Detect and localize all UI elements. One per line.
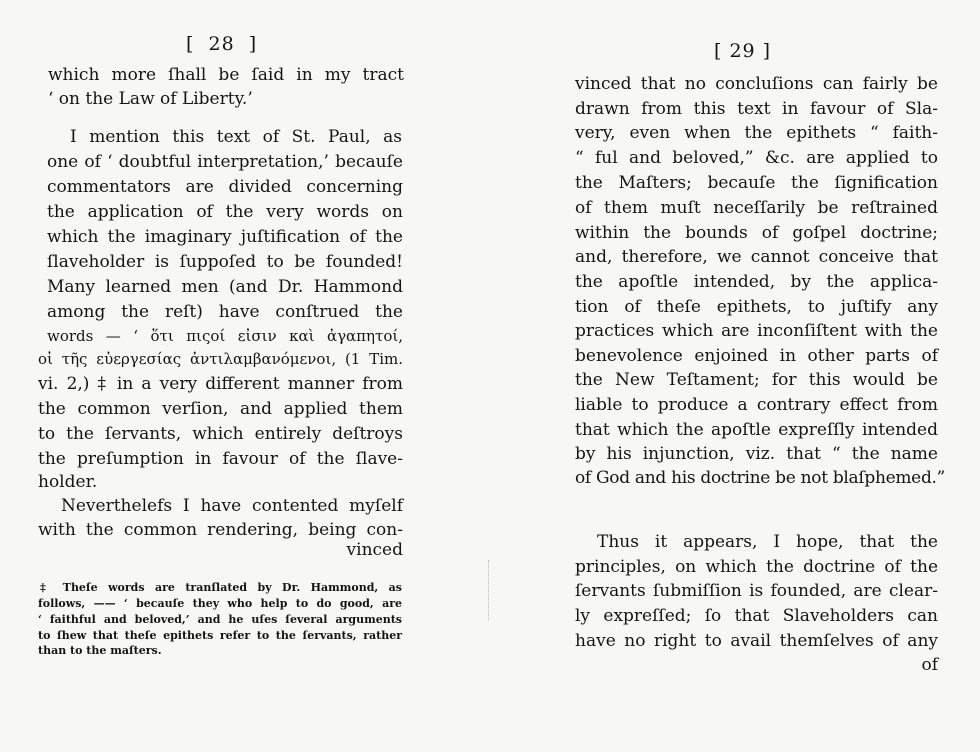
footnote-line: than to the maſters.: [38, 644, 162, 657]
text-line: I mention this text of St. Paul, as: [70, 127, 402, 147]
text-line: and, therefore, we cannot conceive that: [575, 247, 938, 267]
text-line: by his injunction, viz. that “ the name: [575, 444, 938, 464]
text-line: drawn from this text in favour of Sla-: [575, 99, 938, 119]
text-line: to the ſervants, which entirely deſtroys: [38, 424, 403, 444]
text-line: which more ſhall be ſaid in my tract: [48, 65, 404, 85]
text-line: the preſumption in favour of the ſlave-: [38, 449, 403, 469]
text-line: “ ful and beloved,” &c. are applied to: [575, 148, 938, 168]
text-line: of them muſt neceſſarily be reſtrained: [575, 198, 938, 218]
page-number-28: [ 28 ]: [186, 33, 258, 55]
text-line: holder.: [38, 472, 98, 492]
footnote-line: follows, —— ‘ becauſe they who help to do good, are: [38, 597, 402, 610]
text-line: ſlaveholder is ſuppoſed to be founded!: [47, 252, 403, 272]
text-line-content: ‘ on the Law of Liberty.’: [48, 89, 253, 109]
greek-text-line: οἱ τῆς εὐεργεσίας ἀντιλαμβανόμενοι, (1 Tim.: [38, 350, 403, 368]
text-line: one of ‘ doubtful interpretation,’ becauſe: [47, 152, 403, 172]
text-line: principles, on which the doctrine of the: [575, 557, 938, 577]
text-line: the application of the very words on: [47, 202, 403, 222]
text-line: within the bounds of goſpel doctrine;: [575, 223, 938, 243]
footnote-line: ‘ faithful and beloved,’ and he uſes ſeveral arguments: [38, 613, 402, 626]
text-line: of God and his doctrine be not blaſphemed.”: [575, 468, 946, 488]
text-line: with the common rendering, being con-: [38, 520, 403, 540]
text-line: liable to produce a contrary effect from: [575, 395, 938, 415]
text-line: which the imaginary juſtification of the: [47, 227, 403, 247]
text-line: vinced that no concluſions can fairly be: [575, 74, 938, 94]
text-line: the apoſtle intended, by the applica-: [575, 272, 938, 292]
footnote-line: to ſhew that theſe epithets refer to the ſervants, rather: [38, 629, 402, 642]
text-line: the Maſters; becauſe the ſignification: [575, 173, 938, 193]
text-line: very, even when the epithets “ faith-: [575, 123, 938, 143]
text-line: that which the apoſtle expreſſly intended: [575, 420, 938, 440]
text-line: benevolence enjoined in other parts of: [575, 346, 938, 366]
text-line: the common verſion, and applied them: [38, 399, 403, 419]
text-line: among the reſt) have conſtrued the: [47, 302, 403, 322]
page-number-29: [ 29 ]: [714, 40, 772, 62]
text-line: Thus it appears, I hope, that the: [597, 532, 938, 552]
catchword: of: [921, 655, 938, 675]
text-line: Neverthelefs I have contented myſelf: [61, 496, 403, 516]
right-page: [490, 0, 980, 752]
text-line: the New Teſtament; for this would be: [575, 370, 938, 390]
catchword: vinced: [346, 540, 403, 560]
text-line: [48, 88, 253, 110]
text-line: practices which are inconſiſtent with the: [575, 321, 938, 341]
greek-text-line: words — ‘ ὅτι πιςοί εἰσιν καὶ ἀγαπητοί,: [47, 327, 403, 345]
footnote-line: ‡ Theſe words are tranſlated by Dr. Hammond, as: [40, 581, 402, 594]
text-line: vi. 2,) ‡ in a very different manner from: [38, 374, 403, 394]
text-line: commentators are divided concerning: [47, 177, 403, 197]
text-line: ly expreſſed; ſo that Slaveholders can: [575, 606, 938, 626]
text-line: tion of theſe epithets, to juſtify any: [575, 297, 938, 317]
text-line: have no right to avail themſelves of any: [575, 631, 938, 651]
text-line: ſervants ſubmiſſion is founded, are clear-: [575, 581, 938, 601]
text-line: Many learned men (and Dr. Hammond: [47, 277, 403, 297]
